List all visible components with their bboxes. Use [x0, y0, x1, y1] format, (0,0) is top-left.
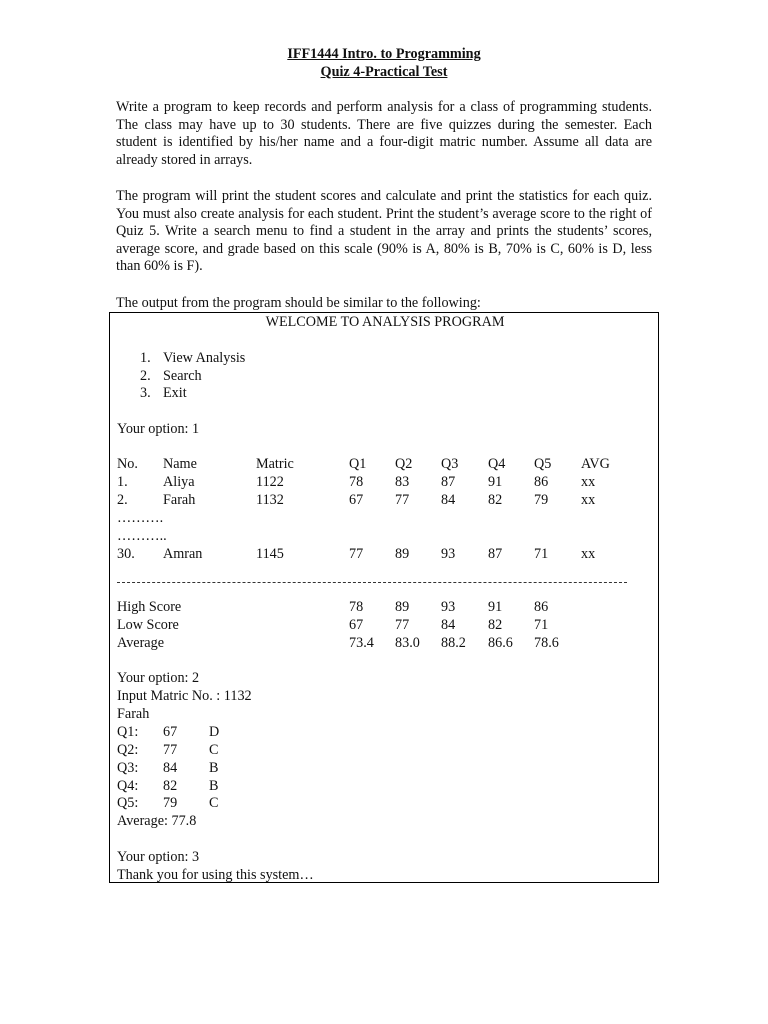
row-cell: 91 — [488, 474, 503, 490]
quiz-label: Q1: — [117, 724, 139, 740]
row-cell: 1132 — [256, 492, 284, 508]
stats-value: 84 — [441, 617, 456, 633]
option-line-1: Your option: 1 — [117, 421, 200, 437]
course-title: IFF1444 Intro. to Programming — [287, 46, 481, 62]
row-cell: 86 — [534, 474, 549, 490]
row-cell: 87 — [441, 474, 456, 490]
stats-value: 82 — [488, 617, 503, 633]
header-q4: Q4 — [488, 456, 506, 472]
output-intro: The output from the program should be similar to the following: — [116, 295, 481, 311]
stats-value: 71 — [534, 617, 549, 633]
menu-item-exit: Exit — [163, 385, 187, 401]
stats-value: 91 — [488, 599, 503, 615]
header-q1: Q1 — [349, 456, 367, 472]
row-cell: Amran — [163, 546, 203, 562]
row-cell: Aliya — [163, 474, 195, 490]
row-cell: 89 — [395, 546, 410, 562]
stats-label: High Score — [117, 599, 182, 615]
goodbye-line: Thank you for using this system… — [117, 867, 314, 883]
menu-item-view-analysis: View Analysis — [163, 350, 246, 366]
menu-item-search: Search — [163, 368, 202, 384]
row-cell: Farah — [163, 492, 196, 508]
row-cell: xx — [581, 546, 596, 562]
row-cell: xx — [581, 474, 596, 490]
stats-value: 83.0 — [395, 635, 420, 651]
menu-number: 1. — [140, 350, 151, 366]
header-q2: Q2 — [395, 456, 413, 472]
row-cell: 1. — [117, 474, 128, 490]
quiz-label: Q2: — [117, 742, 139, 758]
welcome-banner: WELCOME TO ANALYSIS PROGRAM — [265, 314, 505, 330]
quiz-score: 77 — [163, 742, 178, 758]
row-cell: 1145 — [256, 546, 284, 562]
header-no: No. — [117, 456, 138, 472]
search-name: Farah — [117, 706, 150, 722]
quiz-score: 82 — [163, 778, 178, 794]
option-line-2: Your option: 2 — [117, 670, 200, 686]
sample-output-box — [109, 312, 659, 883]
quiz-score: 67 — [163, 724, 178, 740]
menu-number: 2. — [140, 368, 151, 384]
row-cell: xx — [581, 492, 596, 508]
row-cell: 77 — [349, 546, 364, 562]
stats-value: 86.6 — [488, 635, 513, 651]
row-cell: 87 — [488, 546, 503, 562]
quiz-grade: B — [209, 760, 219, 776]
stats-value: 67 — [349, 617, 364, 633]
quiz-label: Q4: — [117, 778, 139, 794]
row-cell: 83 — [395, 474, 410, 490]
header-avg: AVG — [581, 456, 610, 472]
quiz-grade: B — [209, 778, 219, 794]
header-name: Name — [163, 456, 197, 472]
quiz-grade: D — [209, 724, 220, 740]
stats-value: 78 — [349, 599, 364, 615]
menu-number: 3. — [140, 385, 151, 401]
row-cell: 84 — [441, 492, 456, 508]
row-cell: 93 — [441, 546, 456, 562]
stats-label: Low Score — [117, 617, 179, 633]
stats-value: 77 — [395, 617, 410, 633]
row-cell: 82 — [488, 492, 503, 508]
input-matric-line: Input Matric No. : 1132 — [117, 688, 252, 704]
search-average: Average: 77.8 — [117, 813, 197, 829]
quiz-grade: C — [209, 742, 219, 758]
row-cell: 71 — [534, 546, 549, 562]
paragraph-2: The program will print the student scores and calculate and print the statistics for each quiz. You must also create analysis for each student. Print the student’s average score to the right of Quiz 5. Write a search menu to find a student in the array and prints the students’ scores, average score, and grade based on this scale (90% is A, 80% is B, 70% is C, 60% is D, less than 60% is F). — [116, 188, 652, 274]
header-matric: Matric — [256, 456, 294, 472]
header-q5: Q5 — [534, 456, 552, 472]
row-cell: 79 — [534, 492, 549, 508]
stats-value: 89 — [395, 599, 410, 615]
quiz-label: Q3: — [117, 760, 139, 776]
ellipsis-row: ………. — [117, 510, 164, 526]
row-cell: 30. — [117, 546, 135, 562]
header-q3: Q3 — [441, 456, 459, 472]
quiz-score: 84 — [163, 760, 178, 776]
divider — [117, 582, 627, 583]
stats-value: 93 — [441, 599, 456, 615]
stats-label: Average — [117, 635, 164, 651]
stats-value: 88.2 — [441, 635, 466, 651]
option-line-3: Your option: 3 — [117, 849, 200, 865]
quiz-title: Quiz 4-Practical Test — [320, 64, 448, 80]
quiz-grade: C — [209, 795, 219, 811]
row-cell: 77 — [395, 492, 410, 508]
ellipsis-row: ……….. — [117, 528, 167, 544]
stats-value: 73.4 — [349, 635, 374, 651]
row-cell: 1122 — [256, 474, 284, 490]
row-cell: 67 — [349, 492, 364, 508]
paragraph-1: Write a program to keep records and perform analysis for a class of programming students. The class may have up to 30 students. There are five quizzes during the semester. Each student is identified by his/her name and a four-digit matric number. Assume all data are already stored in arrays. — [116, 99, 652, 168]
quiz-score: 79 — [163, 795, 178, 811]
row-cell: 78 — [349, 474, 364, 490]
quiz-label: Q5: — [117, 795, 139, 811]
row-cell: 2. — [117, 492, 128, 508]
stats-value: 86 — [534, 599, 549, 615]
stats-value: 78.6 — [534, 635, 559, 651]
